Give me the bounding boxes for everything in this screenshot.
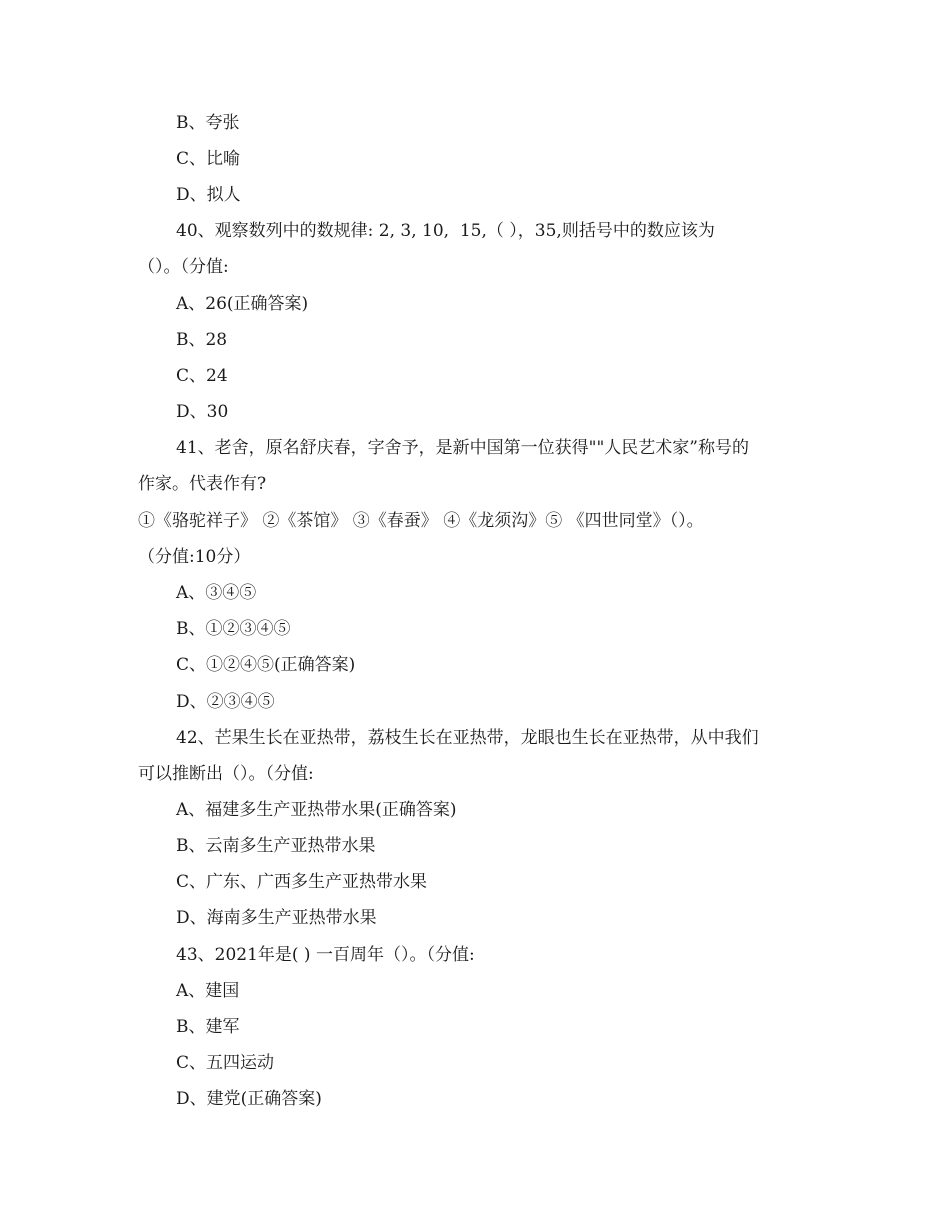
q43-option-b: B、建军 <box>176 1017 240 1037</box>
q40-option-c: C、24 <box>176 366 228 386</box>
q41-option-d: D、②③④⑤ <box>176 692 275 712</box>
q41-option-a: A、③④⑤ <box>176 583 257 603</box>
q42-option-d: D、海南多生产亚热带水果 <box>176 908 377 928</box>
q41-score: （分值:10分） <box>138 547 251 567</box>
q39-option-c: C、比喻 <box>176 149 241 169</box>
q40-stem: 40、观察数列中的数规律: 2, 3, 10, 15,（ ），35,则括号中的数应该为 <box>176 221 715 241</box>
q40-option-d: D、30 <box>176 402 229 422</box>
q41-stem: 41、老舍，原名舒庆春，字舍予，是新中国第一位获得""人民艺术家”称号的 <box>176 438 749 458</box>
q42-option-b: B、云南多生产亚热带水果 <box>176 836 376 856</box>
q43-option-d: D、建党(正确答案) <box>176 1089 322 1109</box>
q41-option-b: B、①②③④⑤ <box>176 619 291 639</box>
q40-stem-continued: （）。（分值: <box>138 257 229 277</box>
q43-stem: 43、2021年是( ) 一百周年（）。（分值: <box>176 945 475 965</box>
q40-option-a: A、26(正确答案) <box>176 294 309 314</box>
q42-option-c: C、广东、广西多生产亚热带水果 <box>176 872 428 892</box>
q41-stem-continued: 作家。代表作有? <box>138 474 267 494</box>
q40-option-b: B、28 <box>176 330 228 350</box>
q39-option-b: B、夸张 <box>176 113 240 133</box>
q41-works-list: ①《骆驼祥子》 ②《茶馆》 ③《春蚕》 ④《龙须沟》⑤ 《四世同堂》（）。 <box>138 511 704 531</box>
q39-option-d: D、拟人 <box>176 185 241 205</box>
q43-option-c: C、五四运动 <box>176 1053 275 1073</box>
q42-stem: 42、芒果生长在亚热带，荔枝生长在亚热带，龙眼也生长在亚热带，从中我们 <box>176 728 759 748</box>
q41-option-c: C、①②④⑤(正确答案) <box>176 655 356 675</box>
q42-stem-continued: 可以推断出（）。（分值: <box>138 764 314 784</box>
q43-option-a: A、建国 <box>176 981 240 1001</box>
q42-option-a: A、福建多生产亚热带水果(正确答案) <box>176 800 457 820</box>
